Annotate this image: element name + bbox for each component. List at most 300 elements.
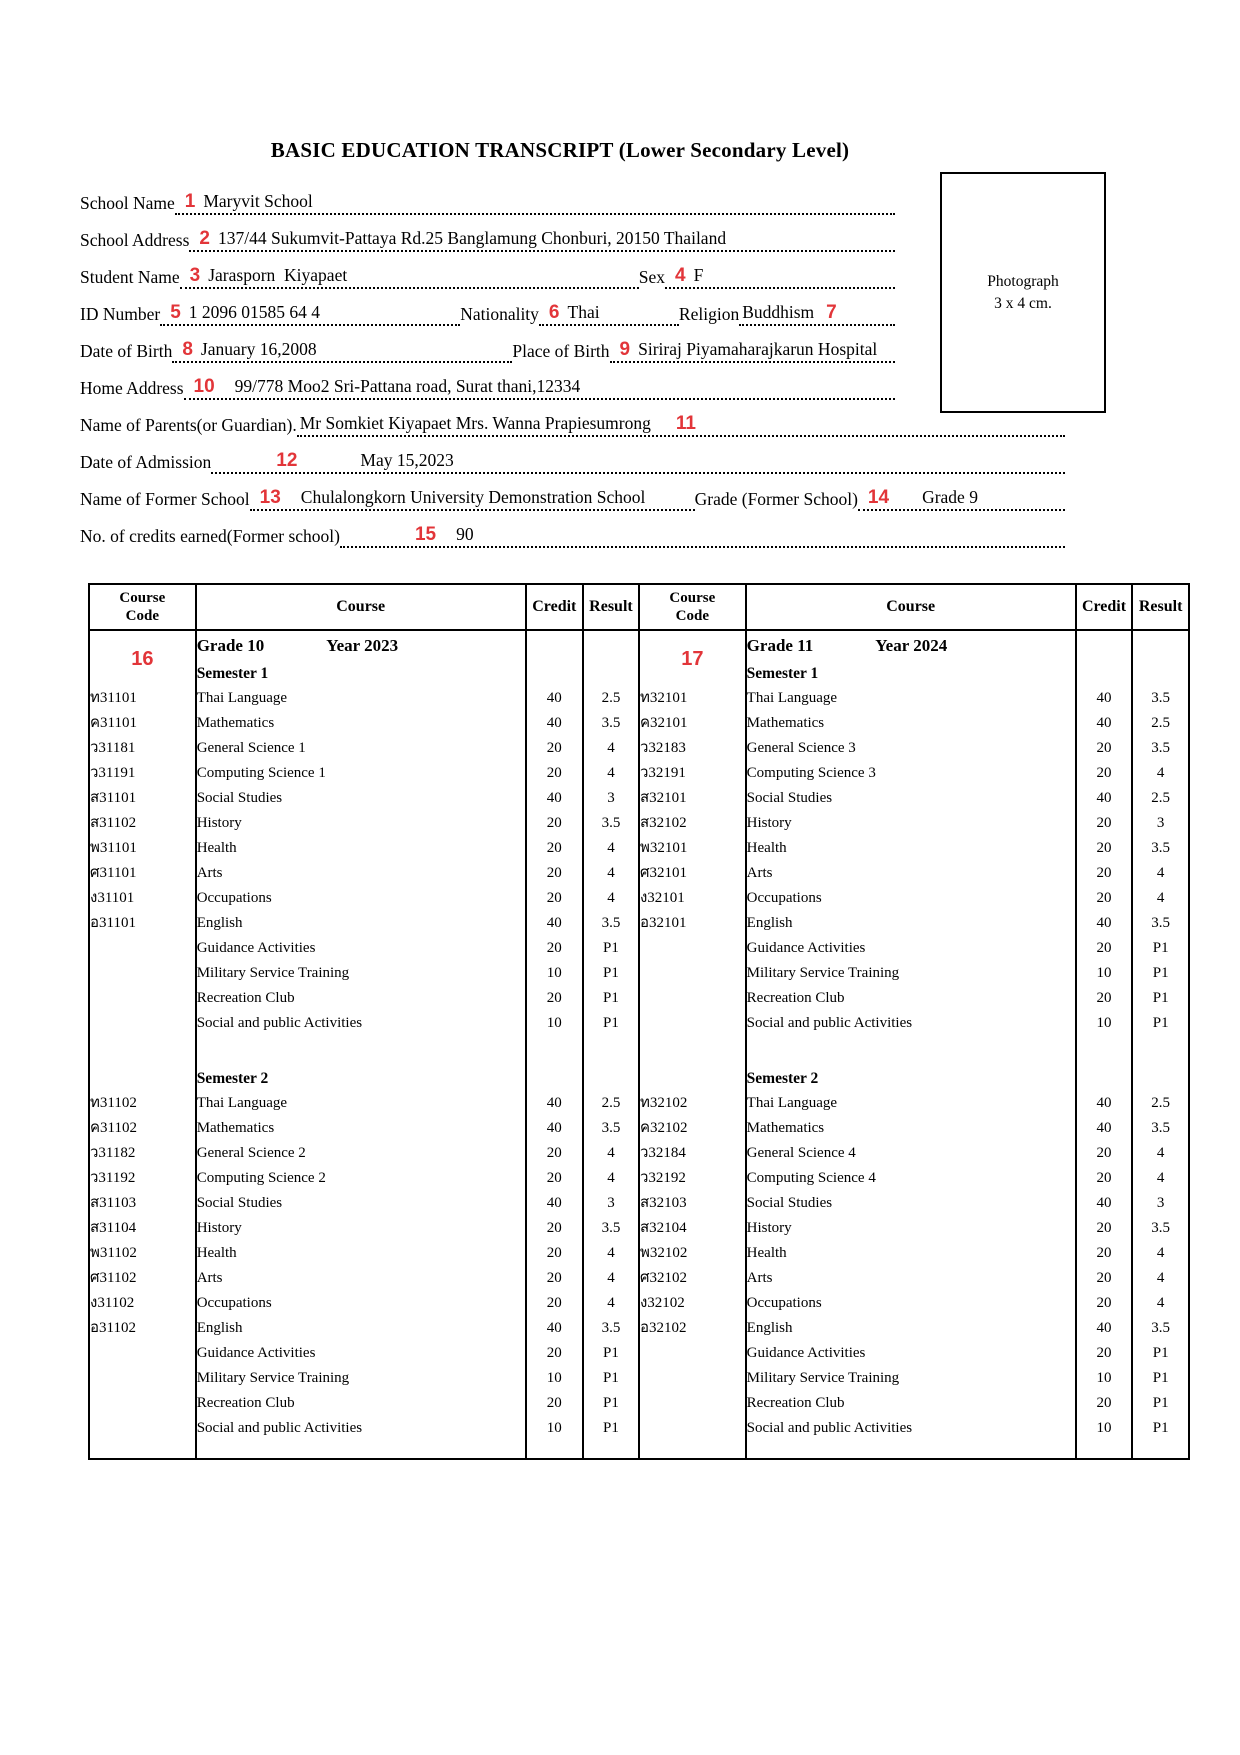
course-code-cell bbox=[89, 911, 196, 936]
result-cell-text: P1 bbox=[603, 965, 619, 981]
result-cell bbox=[1132, 886, 1189, 911]
course-code-cell bbox=[89, 936, 196, 961]
course-code-cell bbox=[639, 836, 746, 861]
course-row bbox=[89, 1266, 1189, 1291]
course-code-cell bbox=[89, 1141, 196, 1166]
semester-row bbox=[89, 1066, 1189, 1091]
sex-line bbox=[665, 265, 895, 289]
credit-cell bbox=[1076, 1141, 1133, 1166]
credit-cell bbox=[526, 1441, 583, 1459]
course-name-cell-text: Military Service Training bbox=[196, 965, 350, 981]
course-name-cell-text: Computing Science 1 bbox=[196, 765, 326, 781]
credit-cell bbox=[526, 861, 583, 886]
course-row bbox=[89, 1216, 1189, 1241]
course-name-cell-text: Social Studies bbox=[746, 1195, 833, 1211]
credit-cell-text: 20 bbox=[1096, 1145, 1112, 1161]
place-of-birth-value: Siriraj Piyamaharajkarun Hospital bbox=[638, 339, 878, 359]
credit-cell-text: 20 bbox=[546, 1295, 562, 1311]
credit-cell-text: 20 bbox=[1096, 890, 1112, 906]
credit-cell bbox=[526, 786, 583, 811]
credit-cell bbox=[526, 1066, 583, 1091]
semester-title-cell-text: Semester 1 bbox=[746, 664, 819, 682]
credit-cell-text: 40 bbox=[546, 1095, 562, 1111]
course-code-cell bbox=[639, 861, 746, 886]
credit-cell-text: 40 bbox=[1096, 1095, 1112, 1111]
field-row-date-of-birth bbox=[80, 326, 895, 363]
result-cell bbox=[1132, 786, 1189, 811]
annotation-10: 10 bbox=[193, 376, 215, 397]
result-cell-text: 3.5 bbox=[601, 815, 621, 831]
course-name-cell-text: Mathematics bbox=[746, 1120, 825, 1136]
column-header-result-text: Result bbox=[589, 598, 633, 615]
result-cell-text: 2.5 bbox=[601, 1095, 621, 1111]
course-name-cell bbox=[196, 961, 526, 986]
result-cell bbox=[583, 761, 639, 786]
course-name-cell-text: Thai Language bbox=[746, 690, 838, 706]
credit-cell bbox=[1076, 961, 1133, 986]
date-of-birth-label: Date of Birth bbox=[80, 341, 173, 361]
course-row bbox=[89, 736, 1189, 761]
credit-cell bbox=[1076, 711, 1133, 736]
course-code-cell-text: ส32101 bbox=[639, 790, 687, 806]
course-code-cell bbox=[639, 1291, 746, 1316]
course-name-cell-text: Arts bbox=[746, 865, 773, 881]
grade-label: Grade 11 bbox=[746, 636, 814, 655]
course-name-cell-text: Health bbox=[746, 840, 787, 856]
course-name-cell bbox=[746, 861, 1076, 886]
result-cell-text: 3.5 bbox=[1151, 690, 1171, 706]
course-name-cell bbox=[196, 761, 526, 786]
course-code-cell-text: ศ31101 bbox=[90, 865, 137, 881]
credit-cell-text: 40 bbox=[1096, 690, 1112, 706]
result-cell bbox=[583, 836, 639, 861]
course-code-cell bbox=[639, 1241, 746, 1266]
credit-cell-text: 40 bbox=[1096, 790, 1112, 806]
course-code-cell-text: ส31103 bbox=[90, 1195, 137, 1211]
course-code-cell-text: ว32184 bbox=[639, 1145, 686, 1161]
credit-cell bbox=[526, 1266, 583, 1291]
semester-title-cell bbox=[196, 661, 526, 686]
parents-line bbox=[297, 413, 1065, 437]
credit-cell-text: 40 bbox=[1096, 1195, 1112, 1211]
result-cell bbox=[583, 1116, 639, 1141]
credit-cell-text: 20 bbox=[1096, 865, 1112, 881]
course-code-cell bbox=[89, 861, 196, 886]
course-name-cell bbox=[746, 1341, 1076, 1366]
school-address-label: School Address bbox=[80, 230, 190, 250]
credit-cell bbox=[526, 1341, 583, 1366]
result-cell-text: P1 bbox=[603, 1345, 619, 1361]
result-cell-text: 4 bbox=[607, 840, 615, 856]
religion-label: Religion bbox=[678, 304, 740, 324]
course-code-cell bbox=[639, 761, 746, 786]
course-name-cell bbox=[196, 1141, 526, 1166]
result-cell bbox=[583, 1266, 639, 1291]
course-code-cell-text: ค31101 bbox=[90, 715, 137, 731]
course-code-cell bbox=[639, 1166, 746, 1191]
course-name-cell bbox=[196, 711, 526, 736]
course-name-cell bbox=[746, 1116, 1076, 1141]
result-cell bbox=[583, 1066, 639, 1091]
course-name-cell-text: Health bbox=[746, 1245, 787, 1261]
course-code-cell bbox=[639, 686, 746, 711]
course-name-cell-text: Guidance Activities bbox=[746, 940, 866, 956]
course-name-cell bbox=[196, 1341, 526, 1366]
credit-cell-text: 20 bbox=[1096, 1245, 1112, 1261]
credit-cell bbox=[1076, 1011, 1133, 1036]
course-name-cell bbox=[746, 961, 1076, 986]
result-cell-text: 3.5 bbox=[1151, 740, 1171, 756]
activity-row bbox=[89, 1341, 1189, 1366]
result-cell bbox=[583, 1316, 639, 1341]
course-row bbox=[89, 786, 1189, 811]
course-name-cell bbox=[196, 1116, 526, 1141]
course-name-cell-text: General Science 4 bbox=[746, 1145, 856, 1161]
result-cell bbox=[583, 886, 639, 911]
field-row-parents bbox=[80, 400, 1065, 437]
credit-cell bbox=[526, 686, 583, 711]
result-cell-text: P1 bbox=[603, 1370, 619, 1386]
course-name-cell-text: Social and public Activities bbox=[746, 1015, 913, 1031]
annotation-8: 8 bbox=[182, 339, 193, 360]
course-row bbox=[89, 1091, 1189, 1116]
credit-cell bbox=[1076, 1266, 1133, 1291]
course-code-cell-text: ว31192 bbox=[90, 1170, 136, 1186]
credit-cell bbox=[526, 886, 583, 911]
result-cell bbox=[583, 686, 639, 711]
school-name-label: School Name bbox=[80, 193, 175, 213]
credit-cell-text: 40 bbox=[1096, 715, 1112, 731]
semester-title-cell-text: Semester 2 bbox=[746, 1069, 819, 1087]
field-row-former-school bbox=[80, 474, 1065, 511]
course-name-cell-text: History bbox=[196, 1220, 242, 1236]
course-code-cell bbox=[639, 1066, 746, 1091]
credit-cell-text: 20 bbox=[546, 890, 562, 906]
credit-cell bbox=[1076, 686, 1133, 711]
column-header-course bbox=[196, 584, 526, 630]
result-cell bbox=[1132, 1266, 1189, 1291]
credit-cell bbox=[1076, 1036, 1133, 1066]
credit-cell-text: 20 bbox=[1096, 1345, 1112, 1361]
student-name-value: Jarasporn Kiyapaet bbox=[208, 265, 348, 285]
result-cell-text: P1 bbox=[1152, 1395, 1169, 1411]
result-cell-text: 3.5 bbox=[601, 715, 621, 731]
student-name-line bbox=[180, 265, 639, 289]
result-cell bbox=[583, 1141, 639, 1166]
result-cell-text: 4 bbox=[1156, 1245, 1165, 1261]
annotation-16: 16 bbox=[131, 647, 154, 670]
credit-cell bbox=[1076, 630, 1133, 661]
course-code-cell bbox=[89, 736, 196, 761]
credit-cell bbox=[1076, 1166, 1133, 1191]
result-cell bbox=[1132, 1341, 1189, 1366]
result-cell-text: 3 bbox=[1156, 1195, 1165, 1211]
result-cell-text: P1 bbox=[603, 1395, 619, 1411]
credit-cell-text: 20 bbox=[1096, 1270, 1112, 1286]
result-cell bbox=[583, 1291, 639, 1316]
nationality-line bbox=[539, 302, 679, 326]
credit-cell bbox=[526, 911, 583, 936]
result-cell bbox=[1132, 1391, 1189, 1416]
credit-cell-text: 20 bbox=[546, 1270, 562, 1286]
credit-cell bbox=[1076, 986, 1133, 1011]
column-header-credit-text: Credit bbox=[532, 598, 577, 615]
course-code-cell bbox=[639, 786, 746, 811]
course-name-cell-text: Occupations bbox=[746, 1295, 822, 1311]
credit-cell-text: 40 bbox=[546, 915, 562, 931]
course-name-cell bbox=[196, 886, 526, 911]
course-row bbox=[89, 761, 1189, 786]
course-code-cell bbox=[639, 1316, 746, 1341]
admission-line bbox=[211, 450, 1065, 474]
course-name-cell bbox=[746, 1241, 1076, 1266]
result-cell bbox=[1132, 661, 1189, 686]
course-row bbox=[89, 1116, 1189, 1141]
result-cell bbox=[1132, 911, 1189, 936]
credit-cell bbox=[526, 1391, 583, 1416]
credit-cell bbox=[526, 1291, 583, 1316]
course-name-cell bbox=[196, 1391, 526, 1416]
course-code-cell bbox=[89, 1416, 196, 1441]
course-code-cell bbox=[639, 911, 746, 936]
course-code-cell bbox=[89, 1266, 196, 1291]
credit-cell-text: 20 bbox=[546, 1145, 562, 1161]
course-code-cell bbox=[639, 1116, 746, 1141]
credit-cell-text: 20 bbox=[1096, 815, 1112, 831]
credit-cell-text: 10 bbox=[546, 1370, 562, 1386]
course-row bbox=[89, 811, 1189, 836]
credit-cell-text: 10 bbox=[1096, 1420, 1112, 1436]
credit-cell-text: 20 bbox=[1096, 940, 1112, 956]
result-cell-text: P1 bbox=[1152, 1015, 1169, 1031]
result-cell bbox=[583, 661, 639, 686]
column-header-credit bbox=[526, 584, 583, 630]
course-name-cell-text: Guidance Activities bbox=[196, 940, 316, 956]
column-header-course-text: Course bbox=[336, 598, 386, 615]
course-name-cell-text: Health bbox=[196, 1245, 237, 1261]
credit-cell-text: 40 bbox=[546, 690, 562, 706]
activity-row bbox=[89, 986, 1189, 1011]
result-cell bbox=[1132, 761, 1189, 786]
course-code-cell-text: ง32101 bbox=[639, 890, 685, 906]
grade-year-cell bbox=[746, 630, 1076, 661]
credit-cell bbox=[1076, 861, 1133, 886]
course-code-cell bbox=[639, 961, 746, 986]
credit-cell bbox=[526, 1036, 583, 1066]
course-name-cell bbox=[196, 861, 526, 886]
activity-row bbox=[89, 1416, 1189, 1441]
result-cell bbox=[583, 1241, 639, 1266]
course-code-cell-text: ส31102 bbox=[90, 815, 137, 831]
result-cell bbox=[583, 1341, 639, 1366]
course-row bbox=[89, 836, 1189, 861]
result-cell bbox=[1132, 1316, 1189, 1341]
course-name-cell bbox=[746, 1091, 1076, 1116]
result-cell bbox=[583, 1366, 639, 1391]
credit-cell-text: 20 bbox=[546, 1345, 562, 1361]
course-code-cell bbox=[89, 1191, 196, 1216]
credit-cell-text: 20 bbox=[546, 1245, 562, 1261]
credit-cell bbox=[1076, 661, 1133, 686]
credit-cell-text: 20 bbox=[546, 1395, 562, 1411]
course-name-cell-text: History bbox=[196, 815, 242, 831]
religion-line bbox=[739, 302, 895, 326]
admission-label: Date of Admission bbox=[80, 452, 212, 472]
course-code-cell bbox=[89, 836, 196, 861]
credit-cell bbox=[526, 761, 583, 786]
result-cell bbox=[583, 961, 639, 986]
course-code-cell bbox=[639, 1216, 746, 1241]
religion-value: Buddhism bbox=[742, 302, 815, 322]
result-cell bbox=[1132, 1241, 1189, 1266]
annotation-11: 11 bbox=[675, 413, 696, 434]
course-name-cell bbox=[746, 1441, 1076, 1459]
course-code-cell-text: ท32101 bbox=[639, 690, 688, 706]
credit-cell-text: 20 bbox=[546, 940, 562, 956]
course-name-cell bbox=[196, 911, 526, 936]
course-name-cell-text: Social and public Activities bbox=[196, 1015, 363, 1031]
field-row-school-name bbox=[80, 178, 895, 215]
result-cell bbox=[1132, 1441, 1189, 1459]
course-name-cell-text: Military Service Training bbox=[196, 1370, 350, 1386]
course-name-cell-text: Guidance Activities bbox=[196, 1345, 316, 1361]
credit-cell bbox=[1076, 1341, 1133, 1366]
course-name-cell bbox=[196, 686, 526, 711]
course-name-cell-text: Social and public Activities bbox=[196, 1420, 363, 1436]
credit-cell bbox=[526, 811, 583, 836]
credit-cell-text: 20 bbox=[546, 740, 562, 756]
result-cell bbox=[583, 630, 639, 661]
credit-cell-text: 10 bbox=[546, 965, 562, 981]
result-cell bbox=[1132, 1416, 1189, 1441]
result-cell bbox=[1132, 986, 1189, 1011]
column-header-course-code bbox=[89, 584, 196, 630]
credit-cell-text: 40 bbox=[1096, 1320, 1112, 1336]
course-name-cell bbox=[746, 1416, 1076, 1441]
credit-cell-text: 20 bbox=[546, 1170, 562, 1186]
course-row bbox=[89, 1241, 1189, 1266]
credit-cell bbox=[1076, 761, 1133, 786]
result-cell-text: 3.5 bbox=[601, 915, 621, 931]
credit-cell bbox=[526, 1091, 583, 1116]
course-name-cell-text: History bbox=[746, 1220, 792, 1236]
result-cell-text: 3.5 bbox=[1151, 915, 1171, 931]
course-code-cell bbox=[639, 1416, 746, 1441]
course-code-cell-text: ว32192 bbox=[639, 1170, 686, 1186]
credit-cell-text: 40 bbox=[546, 1320, 562, 1336]
course-code-cell bbox=[639, 886, 746, 911]
course-name-cell bbox=[196, 1216, 526, 1241]
column-header-result bbox=[583, 584, 639, 630]
course-code-cell-text: ส32103 bbox=[639, 1195, 687, 1211]
result-cell bbox=[583, 986, 639, 1011]
course-code-cell-text: ง31101 bbox=[90, 890, 135, 906]
course-name-cell-text: Recreation Club bbox=[746, 1395, 845, 1411]
result-cell-text: 3.5 bbox=[1151, 840, 1171, 856]
course-name-cell bbox=[746, 1141, 1076, 1166]
result-cell-text: P1 bbox=[1152, 1370, 1169, 1386]
course-row bbox=[89, 686, 1189, 711]
credit-cell-text: 20 bbox=[1096, 765, 1112, 781]
course-code-cell bbox=[639, 936, 746, 961]
activity-row bbox=[89, 961, 1189, 986]
course-code-cell bbox=[639, 1341, 746, 1366]
course-code-cell bbox=[639, 711, 746, 736]
field-row-admission bbox=[80, 437, 1065, 474]
annotation-13: 13 bbox=[259, 487, 281, 508]
course-name-cell bbox=[746, 1366, 1076, 1391]
course-name-cell-text: English bbox=[196, 915, 243, 931]
credit-cell-text: 20 bbox=[1096, 1395, 1112, 1411]
course-name-cell bbox=[746, 1011, 1076, 1036]
school-name-line bbox=[175, 191, 895, 215]
annotation-7: 7 bbox=[826, 302, 837, 323]
credit-cell bbox=[1076, 1391, 1133, 1416]
course-name-cell-text: Recreation Club bbox=[196, 1395, 295, 1411]
course-name-cell bbox=[196, 1416, 526, 1441]
course-code-cell-text: ค31102 bbox=[90, 1120, 137, 1136]
result-cell bbox=[583, 1441, 639, 1459]
course-name-cell bbox=[196, 1291, 526, 1316]
school-name-value: Maryvit School bbox=[203, 191, 313, 211]
result-cell-text: P1 bbox=[1152, 1420, 1169, 1436]
result-cell-text: P1 bbox=[603, 1015, 619, 1031]
result-cell bbox=[583, 1416, 639, 1441]
credit-cell-text: 40 bbox=[546, 1120, 562, 1136]
course-code-cell-text: ศ32101 bbox=[639, 865, 688, 881]
credit-cell bbox=[1076, 1191, 1133, 1216]
course-row bbox=[89, 911, 1189, 936]
result-cell-text: 3.5 bbox=[1151, 1220, 1171, 1236]
result-cell bbox=[583, 861, 639, 886]
credit-cell-text: 10 bbox=[546, 1420, 562, 1436]
result-cell-text: P1 bbox=[603, 1420, 619, 1436]
former-credits-label: No. of credits earned(Former school) bbox=[80, 526, 340, 546]
annotation-5: 5 bbox=[170, 302, 181, 323]
result-cell bbox=[1132, 1191, 1189, 1216]
empty-space-row bbox=[89, 1441, 1189, 1459]
grade-label: Grade 10 bbox=[196, 636, 265, 655]
course-code-cell-text: ว31191 bbox=[90, 765, 136, 781]
result-cell-text: 2.5 bbox=[601, 690, 621, 706]
field-row-home-address bbox=[80, 363, 895, 400]
course-name-cell bbox=[196, 1266, 526, 1291]
course-code-cell-text: พ32102 bbox=[639, 1245, 688, 1261]
transcript-table bbox=[88, 583, 1190, 1460]
result-cell bbox=[1132, 936, 1189, 961]
column-header-course-code bbox=[639, 584, 746, 630]
credit-cell bbox=[526, 1141, 583, 1166]
course-name-cell bbox=[746, 761, 1076, 786]
result-cell bbox=[1132, 1011, 1189, 1036]
credit-cell bbox=[526, 986, 583, 1011]
course-code-cell bbox=[89, 1166, 196, 1191]
nationality-label: Nationality bbox=[460, 304, 539, 324]
id-number-value: 1 2096 01585 64 4 bbox=[188, 302, 321, 322]
field-row-student-name bbox=[80, 252, 895, 289]
course-name-cell bbox=[196, 1241, 526, 1266]
course-name-cell-text: Mathematics bbox=[746, 715, 825, 731]
credit-cell bbox=[526, 836, 583, 861]
course-name-cell bbox=[746, 1216, 1076, 1241]
course-name-cell-text: Recreation Club bbox=[746, 990, 845, 1006]
result-cell bbox=[583, 1166, 639, 1191]
course-name-cell bbox=[196, 1036, 526, 1066]
credit-cell bbox=[1076, 1416, 1133, 1441]
result-cell bbox=[1132, 686, 1189, 711]
result-cell-text: P1 bbox=[1152, 1345, 1169, 1361]
course-code-cell bbox=[639, 1141, 746, 1166]
